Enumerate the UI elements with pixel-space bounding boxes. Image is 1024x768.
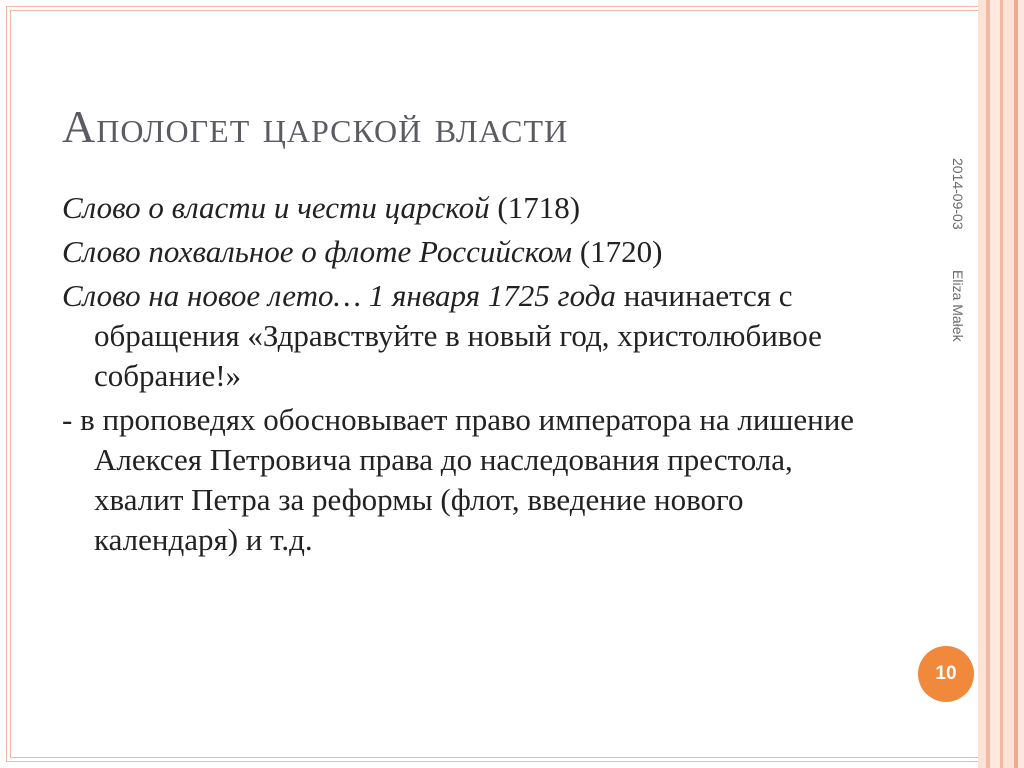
work-title: Слово на новое лето… 1 января 1725 года <box>62 278 616 313</box>
list-item <box>62 188 882 228</box>
list-item <box>62 232 882 272</box>
work-year: (1720) <box>572 234 663 269</box>
list-item <box>62 400 882 560</box>
work-description: начинается с обращения «Здравствуйте в новый год, христолюбивое собрание!» <box>94 278 822 393</box>
decorative-stripes <box>978 0 1024 768</box>
work-year: (1718) <box>489 190 581 225</box>
slide-author: Eliza Małek <box>950 270 966 342</box>
sermon-description: - в проповедях обосновывает право императора на лишение Алексея Петровича права до наследования престола, хвалит Петра за реформы (флот, введение нового календаря) и т.д. <box>62 402 855 557</box>
list-item <box>62 276 882 396</box>
work-title: Слово похвальное о флоте Российском <box>62 234 573 269</box>
page-number-badge: 10 <box>918 646 974 702</box>
work-title: Слово о власти и чести царской <box>62 190 490 225</box>
slide-body <box>62 188 882 564</box>
slide-title: Апологет царской власти <box>62 101 569 152</box>
slide-date: 2014-09-03 <box>950 158 966 230</box>
